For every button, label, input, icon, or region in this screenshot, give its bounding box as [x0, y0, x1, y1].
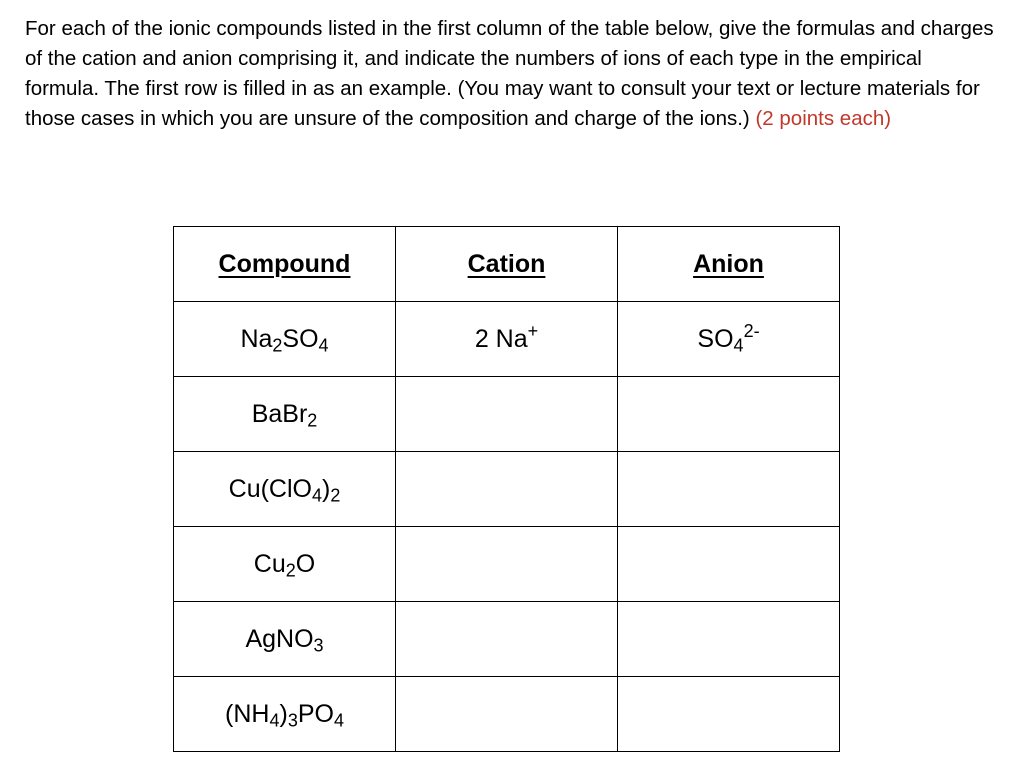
cell-compound: $(NH_4)_3PO_4$: [174, 677, 396, 752]
answer-cell-cation[interactable]: [396, 527, 618, 602]
answer-cell-anion[interactable]: [618, 602, 840, 677]
instructions-paragraph: [25, 14, 1000, 134]
cell-cation: 2 Na+: [396, 302, 618, 377]
answer-cell-cation[interactable]: [396, 452, 618, 527]
table-row: [174, 677, 840, 752]
cell-compound: $Na_2SO_4$: [174, 302, 396, 377]
points-note: (2 points each): [755, 107, 892, 130]
cell-anion: $SO_4^{2-}$: [618, 302, 840, 377]
table-body: [174, 302, 840, 752]
table-row: [174, 302, 840, 377]
table-row: [174, 377, 840, 452]
answer-cell-cation[interactable]: [396, 602, 618, 677]
ions-table: [173, 226, 840, 752]
header-compound: Compound: [174, 227, 396, 302]
header-anion: Anion: [618, 227, 840, 302]
table-row: [174, 602, 840, 677]
header-cation: Cation: [396, 227, 618, 302]
answer-cell-anion[interactable]: [618, 677, 840, 752]
answer-cell-anion[interactable]: [618, 377, 840, 452]
table-header-row: [174, 227, 840, 302]
cell-compound: BaBr$_2$: [174, 377, 396, 452]
answer-cell-cation[interactable]: [396, 377, 618, 452]
answer-cell-cation[interactable]: [396, 677, 618, 752]
cell-compound: AgNO$_3$: [174, 602, 396, 677]
cell-compound: $Cu_2O$: [174, 527, 396, 602]
table-row: [174, 452, 840, 527]
answer-cell-anion[interactable]: [618, 527, 840, 602]
answer-cell-anion[interactable]: [618, 452, 840, 527]
instructions-text: For each of the ionic compounds listed in the first column of the table below, give the formulas and charges of the cation and anion comprising it, and indicate the numbers of ions of each type in the empirical formula. The first row is filled in as an example. (You may want to consult your text or lecture materials for those cases in which you are unsure of the composition and charge of the ions.): [25, 17, 994, 130]
cell-compound: $Cu(ClO_4)_2$: [174, 452, 396, 527]
table-row: [174, 527, 840, 602]
